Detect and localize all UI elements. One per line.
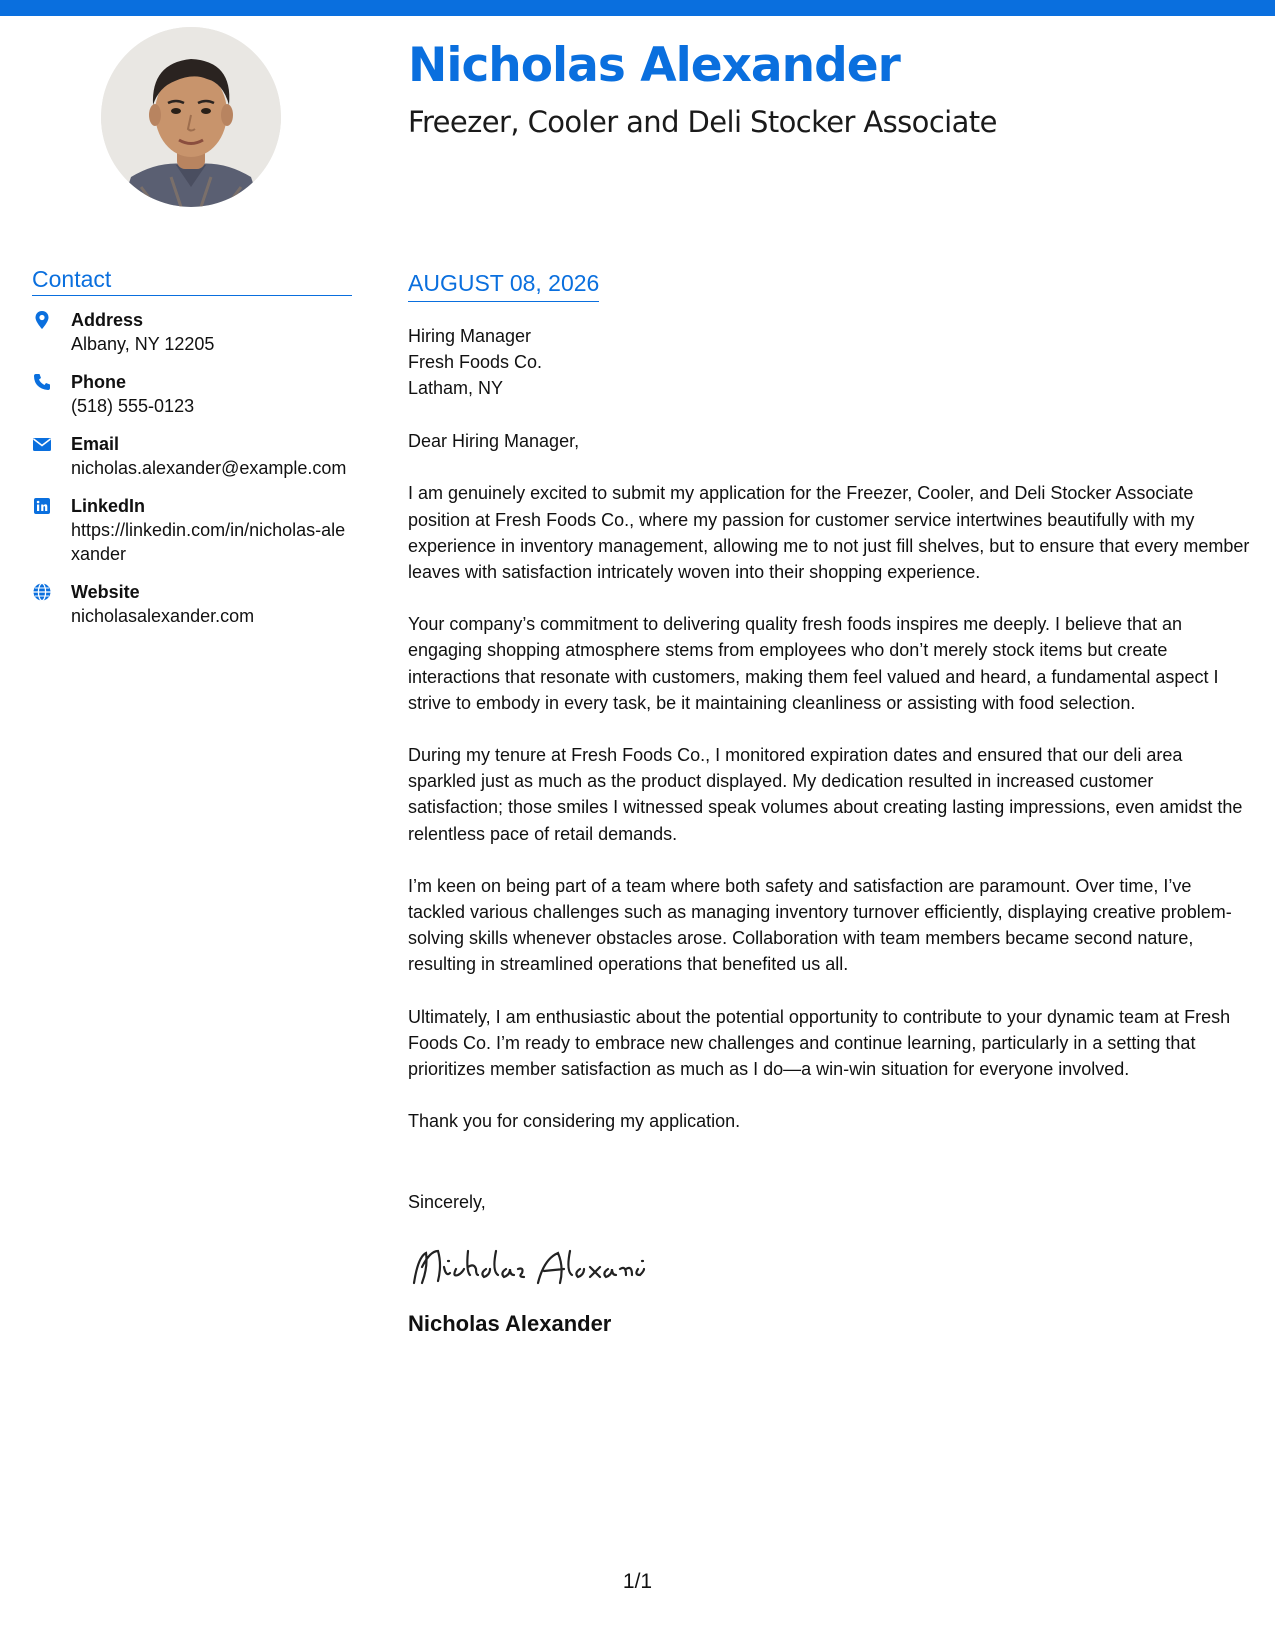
job-title: Freezer, Cooler and Deli Stocker Associate: [408, 105, 997, 139]
recipient-block: [408, 323, 1253, 401]
contact-item-website: [32, 580, 352, 628]
letter-paragraph: Thank you for considering my application.: [408, 1111, 741, 1132]
contact-item-linkedin: [32, 494, 352, 566]
portrait-illustration: [101, 27, 281, 207]
recipient-line: Fresh Foods Co.: [408, 352, 543, 373]
closing: Sincerely,: [408, 1191, 486, 1212]
signature-image: [408, 1237, 668, 1297]
map-pin-icon: [32, 310, 52, 330]
letter-paragraph: Your company’s commitment to delivering quality fresh foods inspires me deeply. I believe that an engaging shopping atmosphere stems from employees who don’t merely stock items but create interactions that resonate with customers, making them feel valued and heard, a fundamental aspect I strive to embody in every task, be it maintaining cleanliness or assisting with food selection.: [408, 614, 1219, 713]
candidate-name: Nicholas Alexander: [408, 38, 900, 93]
recipient-line: Hiring Manager: [408, 326, 532, 347]
contact-item-address: [32, 308, 352, 356]
linkedin-icon: [32, 496, 52, 516]
top-accent-bar: [0, 0, 1275, 16]
contact-label: Phone: [71, 372, 127, 393]
letter-paragraph: I am genuinely excited to submit my application for the Freezer, Cooler, and Deli Stocker Associate position at Fresh Foods Co., where my passion for customer service intertwines beautifully with my experience in inventory management, allowing me to not just fill shelves, but to ensure that every member leaves with satisfaction intricately woven into their shopping experience.: [408, 483, 1250, 583]
letter-paragraph: I’m keen on being part of a team where both safety and satisfaction are paramount. Over time, I’ve tackled various challenges such as managing inventory turnover efficiently, displaying creative problem-solving skills whenever obstacles arose. Collaboration with team members became second nature, resulting in streamlined operations that benefited us all.: [408, 875, 1232, 975]
contact-item-phone: [32, 370, 352, 418]
letter-paragraph: Ultimately, I am enthusiastic about the potential opportunity to contribute to your dynamic team at Fresh Foods Co. I’m ready to embrace new challenges and continue learning, particularly in a setting that prioritizes member satisfaction as much as I do—a win-win situation for everyone involved.: [408, 1006, 1231, 1080]
page-number: 1/1: [622, 1570, 653, 1593]
envelope-icon: [32, 434, 52, 454]
contact-sidebar: [32, 266, 352, 642]
website-link[interactable]: nicholasalexander.com: [71, 606, 255, 627]
letter-paragraph: During my tenure at Fresh Foods Co., I monitored expiration dates and ensured that our deli area sparkled just as much as the product displayed. My dedication resulted in increased customer satisfaction; those smiles I witnessed speak volumes about creating lasting impressions, even amidst the relentless pace of retail demands.: [408, 745, 1243, 844]
email-link[interactable]: nicholas.alexander@example.com: [71, 458, 347, 479]
letter-date: AUGUST 08, 2026: [408, 270, 599, 302]
recipient-line: Latham, NY: [408, 378, 504, 399]
contact-label: Website: [71, 582, 140, 603]
contact-value: Albany, NY 12205: [71, 334, 215, 355]
letter-body: [408, 270, 1253, 1337]
globe-icon: [32, 582, 52, 602]
profile-photo: [101, 27, 281, 207]
contact-item-email: [32, 432, 352, 480]
handwritten-signature: [408, 1237, 1253, 1297]
contact-heading: Contact: [32, 266, 352, 296]
phone-icon: [32, 372, 52, 392]
contact-label: Email: [71, 434, 120, 455]
salutation: Dear Hiring Manager,: [408, 431, 580, 452]
contact-list: [32, 308, 352, 628]
contact-value: (518) 555-0123: [71, 396, 195, 417]
linkedin-link[interactable]: https://linkedin.com/in/nicholas-alexander: [71, 520, 346, 565]
contact-label: LinkedIn: [71, 496, 146, 517]
contact-label: Address: [71, 310, 144, 331]
signed-name: Nicholas Alexander: [408, 1310, 612, 1336]
